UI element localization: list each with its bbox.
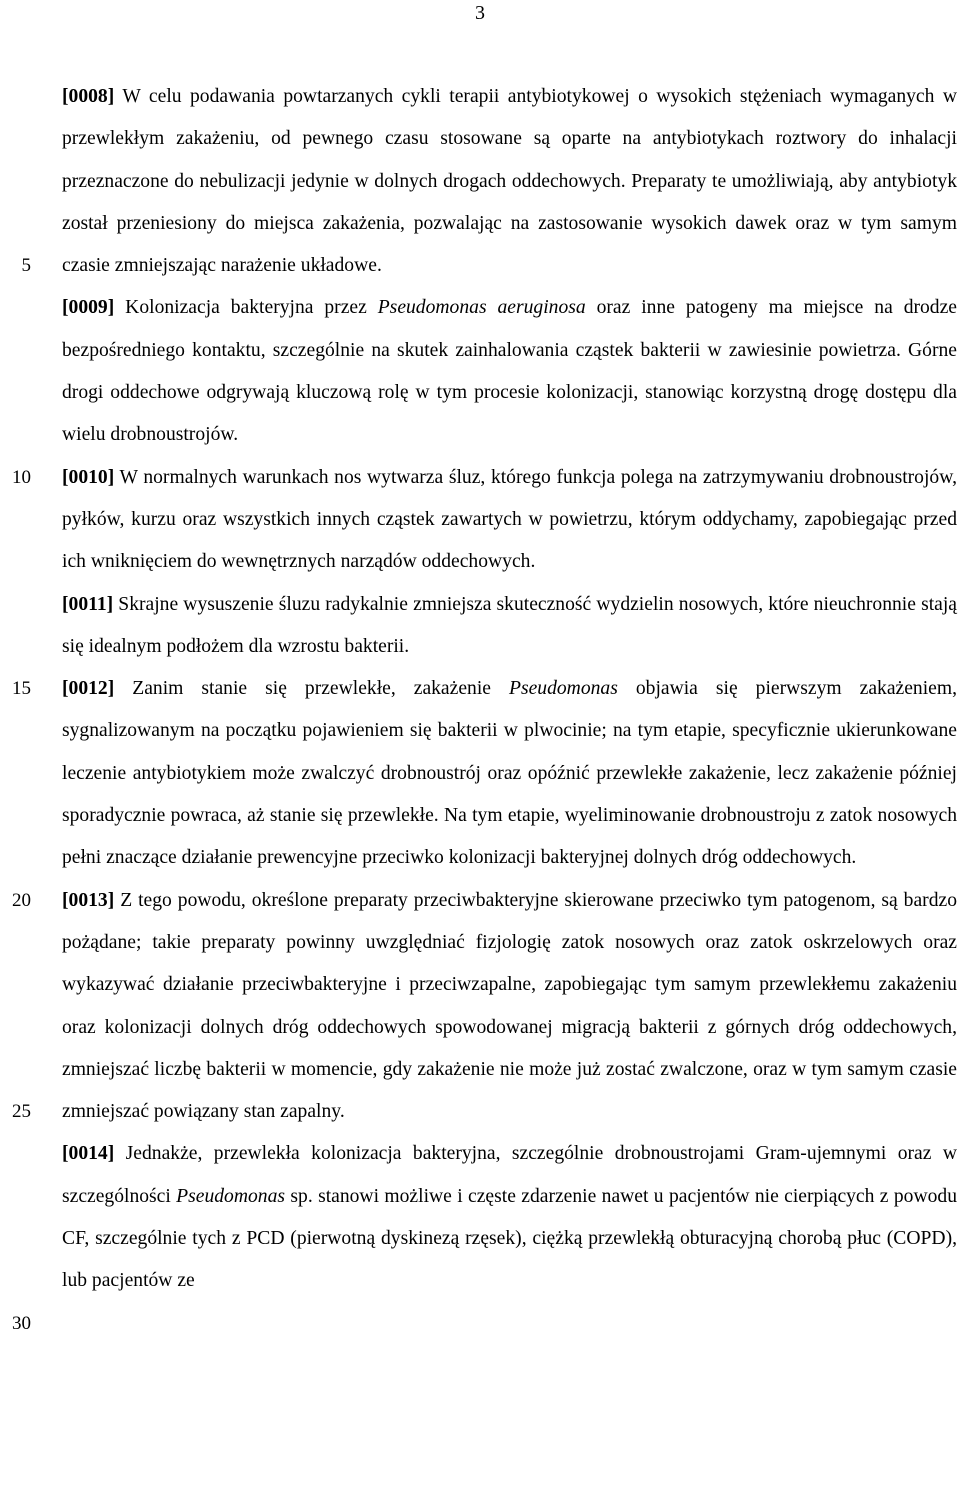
- line-number: 25: [12, 1101, 31, 1122]
- paragraph: [62, 880, 957, 1134]
- document-body: [62, 76, 957, 1303]
- paragraph-text: Skrajne wysuszenie śluzu radykalnie zmniejsza skuteczność wydzielin nosowych, które nieuchronnie stają się idealnym podłożem dla wzrostu bakterii.: [62, 593, 957, 657]
- paragraph: [62, 287, 957, 456]
- paragraph-text: Kolonizacja bakteryjna przez: [114, 297, 378, 319]
- paragraph-text: Zanim stanie się przewlekłe, zakażenie: [114, 678, 509, 700]
- paragraph: [62, 668, 957, 879]
- paragraph-text: W normalnych warunkach nos wytwarza śluz, którego funkcja polega na zatrzymywaniu drobnoustrojów, pyłków, kurzu oraz wszystkich innych cząstek zawartych w powietrzu, którym oddychamy, zapobiegając przed ich wniknięciem do wewnętrznych narządów oddechowych.: [62, 466, 957, 573]
- paragraph-text: sp. stanowi możliwe i częste zdarzenie nawet u pacjentów nie cierpiących z powodu CF, szczególnie tych z PCD (pierwotną dyskinezą rzęsek), ciężką przewlekłą obturacyjną chorobą płuc (COPD), lub pacjentów ze: [62, 1185, 957, 1292]
- line-number: 30: [12, 1313, 31, 1334]
- paragraph-number: [0010]: [62, 466, 115, 488]
- italic-term: Pseudomonas: [176, 1185, 286, 1207]
- paragraph-text: Z tego powodu, określone preparaty przeciwbakteryjne skierowane przeciwko tym patogenom, są bardzo pożądane; takie preparaty powinny uwzględniać fizjologię zatok nosowych oraz zatok oskrzelowych oraz wykazywać działanie przeciwbakteryjne i przeciwzapalne, zapobiegając tym samym przewlekłemu zakażeniu oraz kolonizacji dolnych dróg oddechowych spowodowanej migracją bakterii z górnych dróg oddechowych, zmniejszać liczbę bakterii w momencie, gdy zakażenie nie może już zostać zwalczone, oraz w tym samym czasie zmniejszać powiązany stan zapalny.: [62, 889, 957, 1123]
- paragraph: [62, 457, 957, 584]
- paragraph-text: Jednakże, przewlekła kolonizacja bakteryjna, szczególnie drobnoustrojami Gram-ujemnymi oraz w szczególności: [62, 1143, 957, 1207]
- line-number: 20: [12, 890, 31, 911]
- paragraph-number: [0012]: [62, 678, 115, 700]
- paragraph: [62, 584, 957, 669]
- paragraph-text: oraz inne patogeny ma miejsce na drodze bezpośredniego kontaktu, szczególnie na skutek zainhalowania cząstek bakterii w zawiesinie powietrza. Górne drogi oddechowe odgrywają kluczową rolę w tym procesie kolonizacji, stanowiąc korzystną drogę dostępu dla wielu drobnoustrojów.: [62, 297, 957, 446]
- paragraph-number: [0014]: [62, 1143, 115, 1165]
- line-number: 15: [12, 678, 31, 699]
- line-number-gutter: [0, 0, 40, 1505]
- paragraph-number: [0011]: [62, 593, 114, 615]
- paragraph-number: [0013]: [62, 889, 115, 911]
- paragraph-number: [0009]: [62, 297, 115, 319]
- paragraph-text: objawia się pierwszym zakażeniem, sygnalizowanym na początku pojawieniem się bakterii w plwocinie; na tym etapie, specyficznie ukierunkowane leczenie antybiotykiem może zwalczyć drobnoustrój oraz opóźnić przewlekłe zakażenie, lecz zakażenie później sporadycznie powraca, aż stanie się przewlekłe. Na tym etapie, wyeliminowanie drobnoustroju z zatok nosowych pełni znaczące działanie prewencyjne przeciwko kolonizacji bakteryjnej dolnych dróg oddechowych.: [62, 678, 957, 869]
- page-number: 3: [475, 2, 485, 24]
- line-number: 10: [12, 467, 31, 488]
- italic-term: Pseudomonas aeruginosa: [377, 297, 586, 319]
- paragraph-number: [0008]: [62, 86, 115, 107]
- line-number: 5: [21, 255, 31, 276]
- italic-term: Pseudomonas: [508, 678, 618, 700]
- paragraph-text: W celu podawania powtarzanych cykli terapii antybiotykowej o wysokich stężeniach wymaganych w przewlekłym zakażeniu, od pewnego czasu stosowane są oparte na antybiotykach roztwory do inhalacji przeznaczone do nebulizacji jedynie w dolnych drogach oddechowych. Preparaty te umożliwiają, aby antybiotyk został przeniesiony do miejsca zakażenia, pozwalając na zastosowanie wysokich dawek oraz w tym samym czasie zmniejszając narażenie układowe.: [62, 86, 957, 277]
- paragraph: [62, 76, 957, 287]
- paragraph: [62, 1133, 957, 1302]
